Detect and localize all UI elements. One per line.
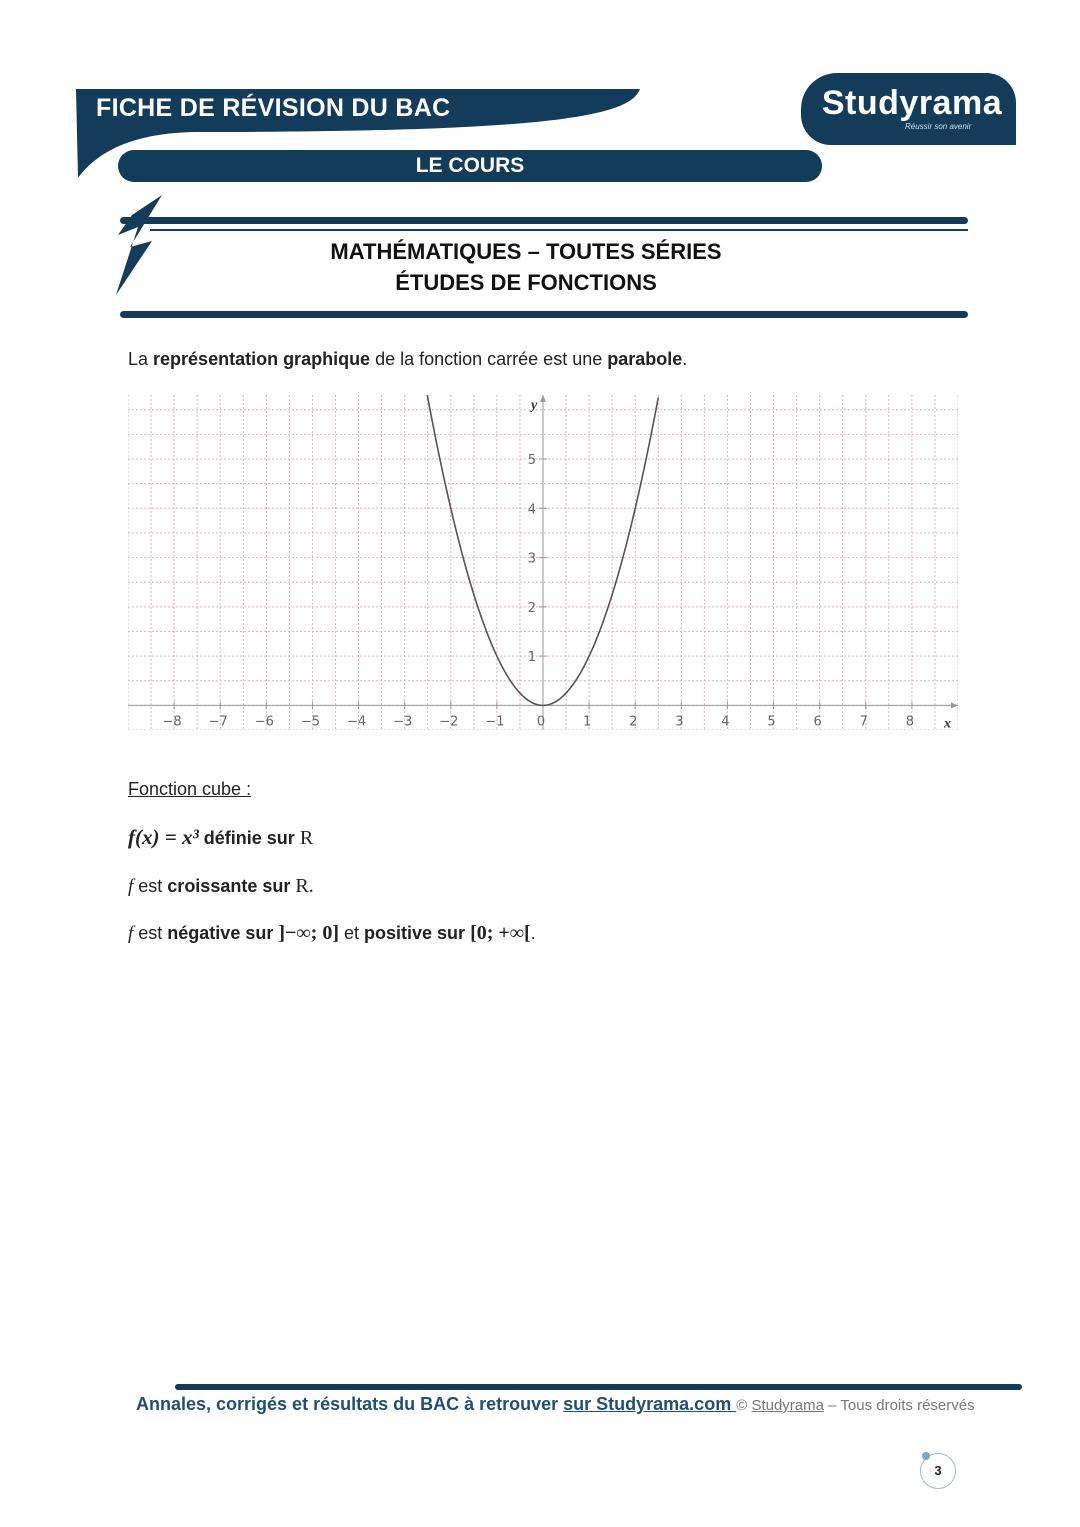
intro-bold-parabole: parabole bbox=[607, 349, 683, 369]
x-tick-label: −1 bbox=[485, 714, 505, 730]
x-tick-label: −4 bbox=[346, 714, 367, 730]
topic-title: ÉTUDES DE FONCTIONS bbox=[395, 270, 657, 295]
section-label: LE COURS bbox=[415, 154, 525, 177]
footer-copyright bbox=[736, 1397, 974, 1414]
positive-interval: [0; +∞[ bbox=[470, 922, 531, 944]
copyright-symbol: © bbox=[736, 1397, 752, 1414]
x-tick-label: 2 bbox=[629, 714, 638, 730]
x-tick-label: 5 bbox=[767, 714, 776, 730]
footer-text bbox=[136, 1394, 975, 1415]
y-tick-label: 5 bbox=[527, 453, 536, 469]
doc-title: FICHE DE RÉVISION DU BAC bbox=[96, 94, 451, 122]
signe-est: est bbox=[133, 923, 168, 943]
intro-paragraph bbox=[128, 349, 687, 370]
cube-signe-line bbox=[128, 922, 536, 945]
page-badge-dot bbox=[922, 1452, 930, 1460]
cube-heading: Fonction cube : bbox=[128, 779, 252, 799]
y-axis-arrow bbox=[540, 395, 546, 402]
cube-formula: f(x) = x³ bbox=[128, 825, 199, 849]
cube-formula-suffix: définie sur bbox=[203, 828, 295, 848]
y-axis-label: y bbox=[531, 398, 538, 413]
positive-bold: positive sur bbox=[364, 923, 466, 943]
cube-formula-line bbox=[128, 825, 313, 850]
top-rule bbox=[120, 217, 968, 224]
x-tick-label: 4 bbox=[721, 714, 730, 730]
logo-text: Studyrama bbox=[821, 84, 1003, 122]
top-thin-rule bbox=[150, 229, 968, 231]
parabola-chart bbox=[128, 395, 958, 730]
x-tick-label: −8 bbox=[162, 714, 182, 730]
x-tick-label: 6 bbox=[813, 714, 822, 730]
intro-prefix: La bbox=[128, 349, 154, 369]
x-tick-label: −3 bbox=[393, 714, 413, 730]
chart-axes bbox=[128, 395, 958, 730]
negative-interval: ]−∞; 0] bbox=[278, 922, 339, 944]
x-tick-label: 1 bbox=[582, 714, 592, 730]
x-tick-label: −2 bbox=[439, 714, 459, 730]
signe-et: et bbox=[339, 923, 365, 943]
subject-title: MATHÉMATIQUES – TOUTES SÉRIES bbox=[330, 239, 722, 264]
x-tick-label: −5 bbox=[300, 714, 321, 730]
cube-croissante-line bbox=[128, 875, 314, 898]
croissante-f: f bbox=[128, 876, 134, 897]
x-tick-label: 8 bbox=[905, 714, 915, 730]
signe-suffix: . bbox=[530, 923, 536, 943]
y-tick-label: 1 bbox=[527, 650, 536, 666]
croissante-est: est bbox=[133, 876, 168, 896]
x-tick-label: 7 bbox=[859, 714, 868, 730]
y-tick-label: 4 bbox=[527, 502, 536, 518]
croissante-bold: croissante sur bbox=[167, 876, 291, 896]
x-axis-label: x bbox=[944, 716, 951, 730]
y-tick-label: 2 bbox=[527, 600, 536, 616]
copyright-rest: – Tous droits réservés bbox=[823, 1397, 975, 1414]
footer-rule bbox=[175, 1384, 1022, 1390]
croissante-domain: R. bbox=[295, 875, 314, 897]
negative-bold: négative sur bbox=[167, 923, 274, 943]
cube-domain: R bbox=[299, 827, 314, 849]
intro-bold-graph: représentation graphique bbox=[153, 349, 371, 369]
logo-tagline: Réussir son avenir bbox=[905, 122, 972, 131]
chart-ticks bbox=[163, 453, 915, 729]
y-tick-label: 3 bbox=[527, 551, 536, 567]
intro-middle: de la fonction carrée est une bbox=[370, 349, 608, 369]
footer-studyrama-link[interactable]: sur Studyrama.com bbox=[563, 1394, 737, 1414]
footer-copyright-link[interactable]: Studyrama bbox=[751, 1397, 824, 1414]
intro-suffix: . bbox=[682, 349, 688, 369]
bottom-rule bbox=[120, 311, 968, 318]
signe-f: f bbox=[128, 923, 134, 944]
x-tick-label: −6 bbox=[254, 714, 274, 730]
x-tick-label: −7 bbox=[208, 714, 228, 730]
footer-main-text: Annales, corrigés et résultats du BAC à retrouver bbox=[136, 1394, 564, 1414]
x-tick-label: 3 bbox=[675, 714, 684, 730]
x-axis-arrow bbox=[951, 702, 958, 708]
x-tick-label: 0 bbox=[536, 714, 546, 730]
page-number: 3 bbox=[920, 1453, 956, 1489]
